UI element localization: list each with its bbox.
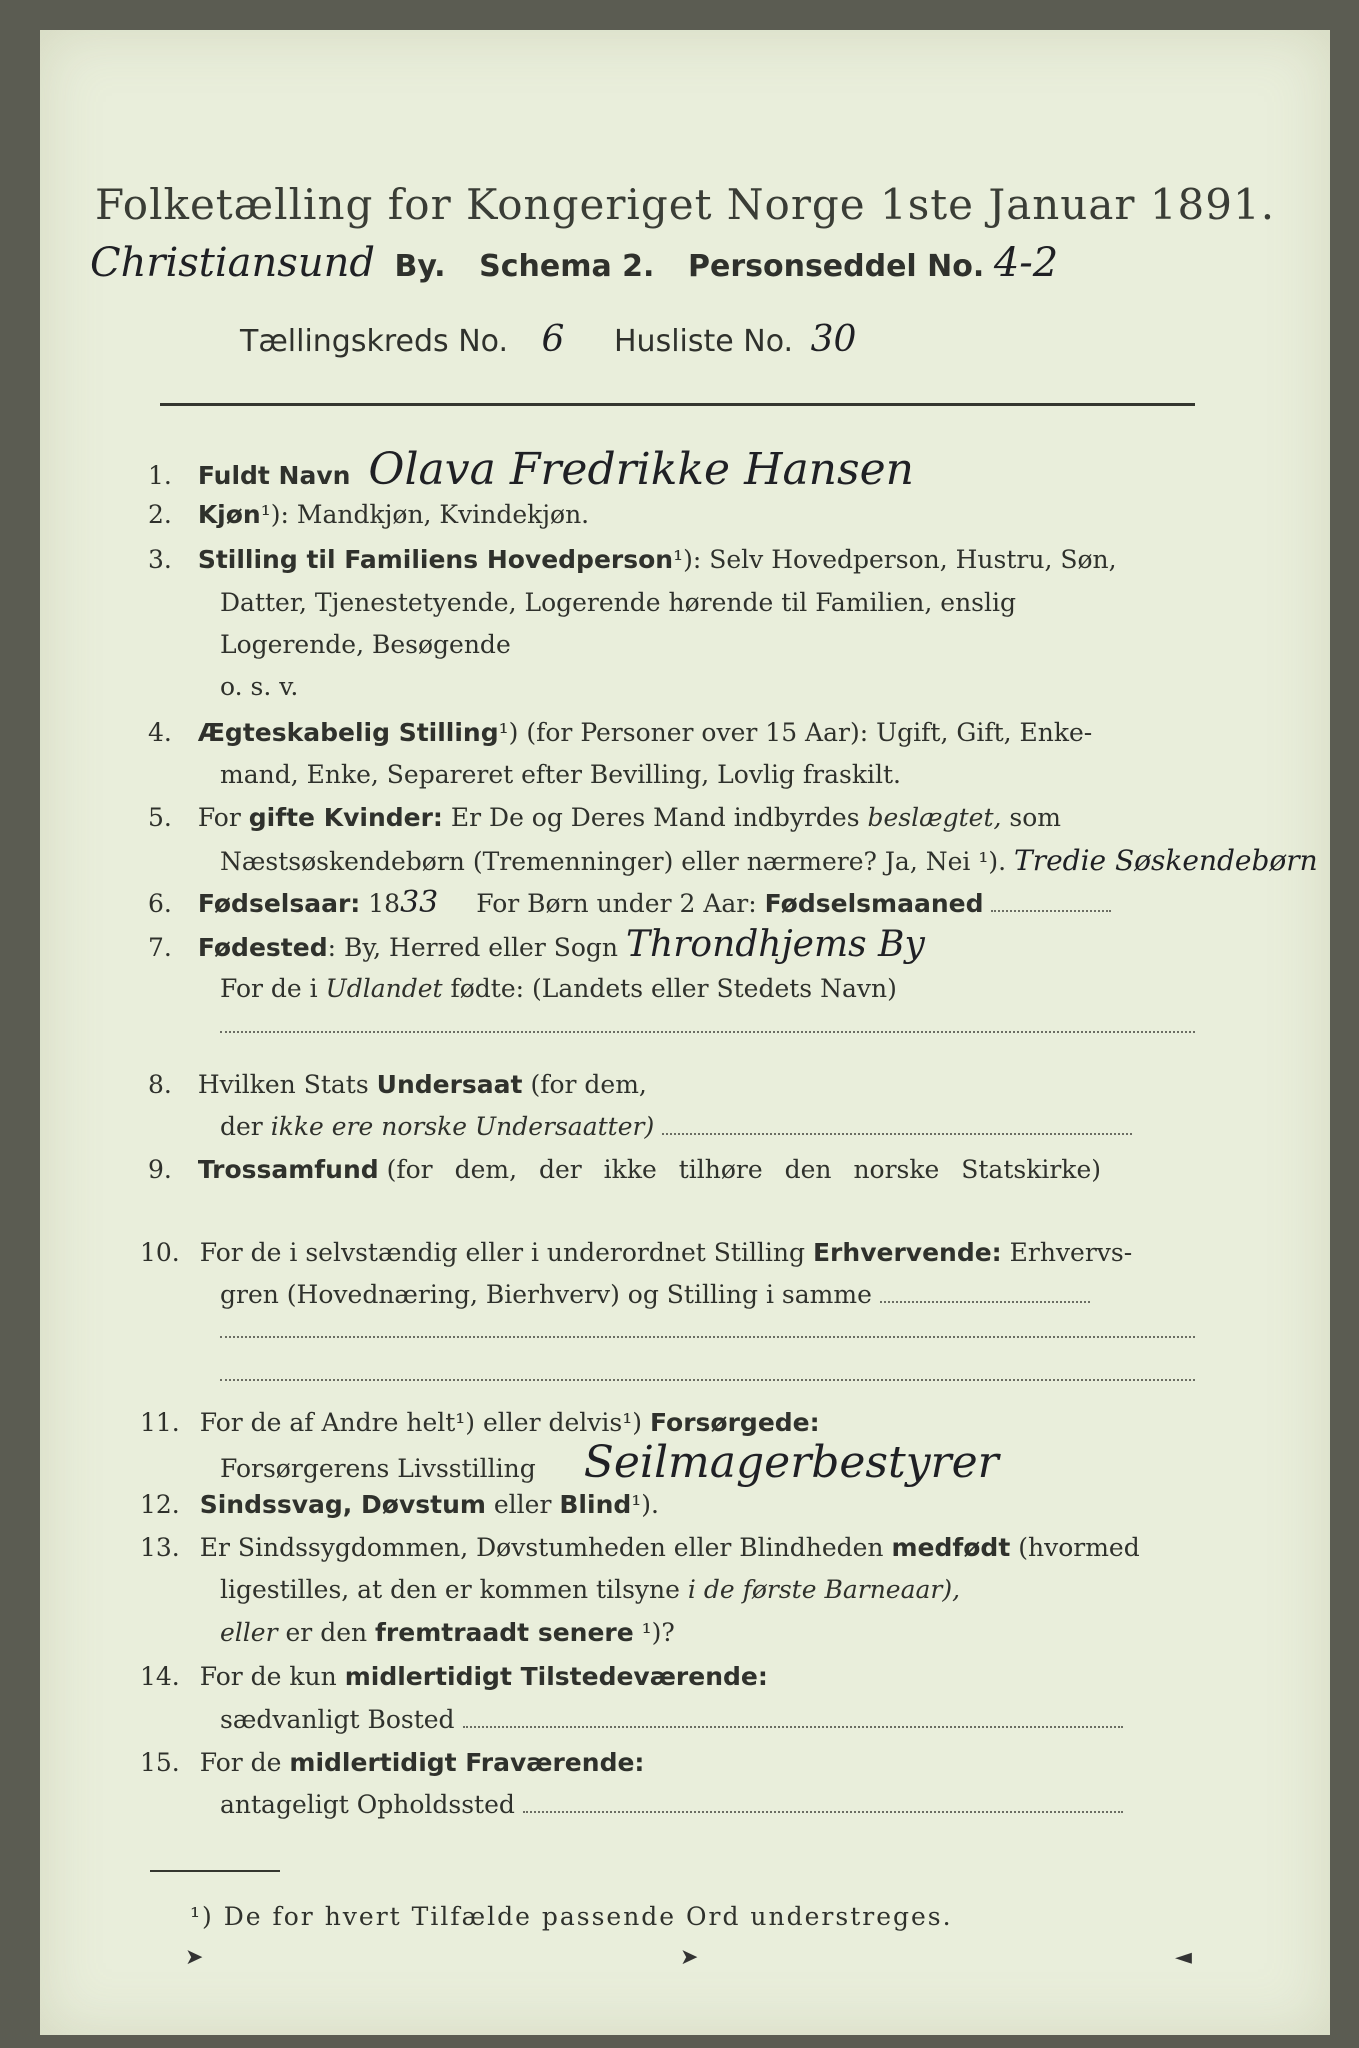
schema-label: Schema 2. (479, 249, 655, 284)
kreds-value: 6 (541, 319, 565, 360)
question-1 (148, 444, 914, 495)
q3-options: ¹): Selv Hovedperson, Hustru, Søn, (673, 545, 1117, 574)
q6-dotted-line (991, 909, 1111, 912)
q4-line2: mand, Enke, Separeret efter Bevilling, Lovlig fraskilt. (220, 760, 901, 789)
q2-label: Kjøn (197, 500, 261, 529)
census-form-sheet (40, 30, 1330, 2035)
q8-text: Hvilken Stats (197, 1070, 369, 1099)
q11-label: Forsørgede: (649, 1408, 820, 1437)
q4-label: Ægteskabelig Stilling (197, 718, 499, 747)
q7-blank-line (220, 1030, 1195, 1033)
q8-line2-italic: ikke ere norske Undersaatter) (270, 1112, 655, 1141)
q10-blank-line-1 (220, 1335, 1195, 1338)
q12-text: eller (493, 1490, 552, 1519)
question-9 (148, 1155, 1198, 1185)
q13-number: 13. (140, 1533, 180, 1562)
q1-label: Fuldt Navn (197, 461, 351, 490)
header-rule (160, 403, 1195, 406)
q15-dotted-line (523, 1810, 1123, 1813)
q3-label: Stilling til Familiens Hovedperson (197, 545, 674, 574)
question-2 (148, 500, 589, 530)
q15-line2 (220, 1790, 1123, 1820)
form-title: Folketælling for Kongeriget Norge 1ste Januar 1891. (94, 180, 1276, 229)
q12-label2: Blind (559, 1490, 632, 1519)
q13-line2 (220, 1575, 960, 1605)
q8-text2: (for dem, (530, 1070, 647, 1099)
q7-label: Fødested (197, 933, 328, 962)
q3-line4: o. s. v. (220, 672, 299, 701)
q5-text2: som (1009, 803, 1061, 832)
q9-number: 9. (148, 1155, 172, 1184)
q15-text: For de (199, 1748, 282, 1777)
q13-label: medfødt (891, 1533, 1011, 1562)
q5-text: Er De og Deres Mand indbyrdes (450, 803, 860, 832)
q11-number: 11. (140, 1408, 180, 1437)
question-4 (148, 718, 1092, 748)
q14-text: For de kun (199, 1662, 337, 1691)
q14-label: midlertidigt Tilstedeværende: (344, 1662, 768, 1691)
q11-line2-text: Forsørgerens Livsstilling (220, 1454, 536, 1483)
q7-number: 7. (148, 933, 172, 962)
q13-line2-italic: i de første Barneaar), (687, 1575, 961, 1604)
q11-line2 (220, 1437, 999, 1488)
q1-number: 1. (148, 461, 172, 490)
q12-number: 12. (140, 1490, 180, 1519)
q9-label: Trossamfund (197, 1155, 379, 1184)
husliste-label: Husliste No. (614, 324, 794, 359)
q6-number: 6. (148, 889, 172, 918)
q14-dotted-line (463, 1725, 1123, 1728)
q7-line2 (220, 974, 897, 1004)
q13-line3 (220, 1618, 675, 1648)
question-14 (140, 1662, 768, 1692)
q6-year-prefix: 18 (368, 889, 401, 918)
q5-label: gifte Kvinder: (248, 803, 443, 832)
q10-line2 (220, 1280, 1090, 1310)
q14-line2 (220, 1705, 1123, 1735)
q13-text: Er Sindssygdommen, Døvstumheden eller Blindheden (199, 1533, 884, 1562)
header-line-kreds (240, 319, 857, 360)
q15-number: 15. (140, 1748, 180, 1777)
q11-text: For de af Andre helt¹) eller delvis¹) (199, 1408, 643, 1437)
q15-label: midlertidigt Fraværende: (289, 1748, 645, 1777)
q8-line2-a: der (220, 1112, 263, 1141)
registration-mark-center: ➤ (680, 1945, 699, 1970)
q12-text2: ¹). (631, 1490, 659, 1519)
personseddel-value: 4-2 (993, 240, 1059, 286)
q3-line2: Datter, Tjenestetyende, Logerende hørende til Familien, enslig (220, 588, 1017, 617)
q7-line2-a: For de i (220, 974, 318, 1003)
q10-text: For de i selvstændig eller i underordnet Stilling (199, 1238, 806, 1267)
q6-label: Fødselsaar: (197, 889, 361, 918)
q13-line3-c: ¹)? (641, 1618, 675, 1647)
q2-options: ¹): Mandkjøn, Kvindekjøn. (260, 500, 590, 529)
q5-number: 5. (148, 803, 172, 832)
kreds-label: Tællingskreds No. (240, 324, 508, 359)
q15-line2-text: antageligt Opholdssted (220, 1790, 515, 1819)
q10-number: 10. (140, 1238, 180, 1267)
q5-answer: Tredie Søskendebørn (1014, 844, 1318, 877)
q5-italic: beslægtet, (867, 803, 1002, 832)
q10-label: Erhvervende: (812, 1238, 1002, 1267)
q7-line2-b: fødte: (Landets eller Stedets Navn) (450, 974, 897, 1003)
q7-answer: Throndhjems By (626, 924, 925, 965)
q10-line2-text: gren (Hovednæring, Bierhverv) og Stilling i samme (220, 1280, 872, 1309)
q8-number: 8. (148, 1070, 172, 1099)
footnote: ¹) De for hvert Tilfælde passende Ord understreges. (190, 1902, 953, 1931)
footnote-rule (150, 1870, 280, 1872)
q13-line3-italic: eller (220, 1618, 278, 1647)
q3-number: 3. (148, 545, 172, 574)
q5-line2-text: Næstsøskendebørn (Tremenninger) eller nærmere? Ja, Nei ¹). (220, 847, 1007, 876)
question-12 (140, 1490, 659, 1520)
q13-line3-b: fremtraadt senere (375, 1618, 634, 1647)
q10-text2: Erhvervs- (1009, 1238, 1133, 1267)
q8-dotted-line (662, 1132, 1132, 1135)
q8-label: Undersaat (376, 1070, 523, 1099)
registration-mark-left: ➤ (185, 1945, 204, 1970)
question-7 (148, 924, 925, 965)
question-15 (140, 1748, 644, 1778)
q7-text: : By, Herred eller Sogn (327, 933, 619, 962)
q13-text2: (hvormed (1018, 1533, 1140, 1562)
personseddel-label: Personseddel No. (687, 249, 985, 284)
q8-line2 (220, 1112, 1132, 1142)
q5-pre: For (197, 803, 241, 832)
q11-answer: Seilmagerbestyrer (583, 1437, 999, 1488)
question-11 (140, 1408, 820, 1438)
question-6 (148, 885, 1111, 920)
q6-year-value: 33 (400, 885, 439, 920)
q6-label2: Fødselsmaaned (764, 889, 984, 918)
registration-mark-right: ◄ (1175, 1945, 1192, 1970)
q6-text: For Børn under 2 Aar: (476, 889, 757, 918)
city-handwritten: Christiansund (90, 240, 375, 286)
question-5 (148, 803, 1061, 833)
question-13 (140, 1533, 1140, 1563)
question-10 (140, 1238, 1132, 1268)
q10-blank-line-2 (220, 1378, 1195, 1381)
question-3 (148, 545, 1117, 575)
husliste-value: 30 (810, 319, 857, 360)
q12-label: Sindssvag, Døvstum (199, 1490, 486, 1519)
q7-line2-italic: Udlandet (325, 974, 443, 1003)
q4-options: ¹) (for Personer over 15 Aar): Ugift, Gift, Enke- (498, 718, 1093, 747)
q13-line2-a: ligestilles, at den er kommen tilsyne (220, 1575, 680, 1604)
q13-line3-a: er den (285, 1618, 368, 1647)
question-8 (148, 1070, 647, 1100)
q14-number: 14. (140, 1662, 180, 1691)
q14-line2-text: sædvanligt Bosted (220, 1705, 455, 1734)
q3-line3: Logerende, Besøgende (220, 630, 511, 659)
q10-dotted-line (880, 1300, 1090, 1303)
header-line-city (90, 240, 1059, 286)
q2-number: 2. (148, 500, 172, 529)
q5-line2 (220, 846, 1318, 877)
q4-number: 4. (148, 718, 172, 747)
q9-text: (for dem, der ikke tilhøre den norske Statskirke) (386, 1155, 1102, 1184)
by-label: By. (394, 249, 446, 284)
q1-answer: Olava Fredrikke Hansen (368, 444, 914, 495)
